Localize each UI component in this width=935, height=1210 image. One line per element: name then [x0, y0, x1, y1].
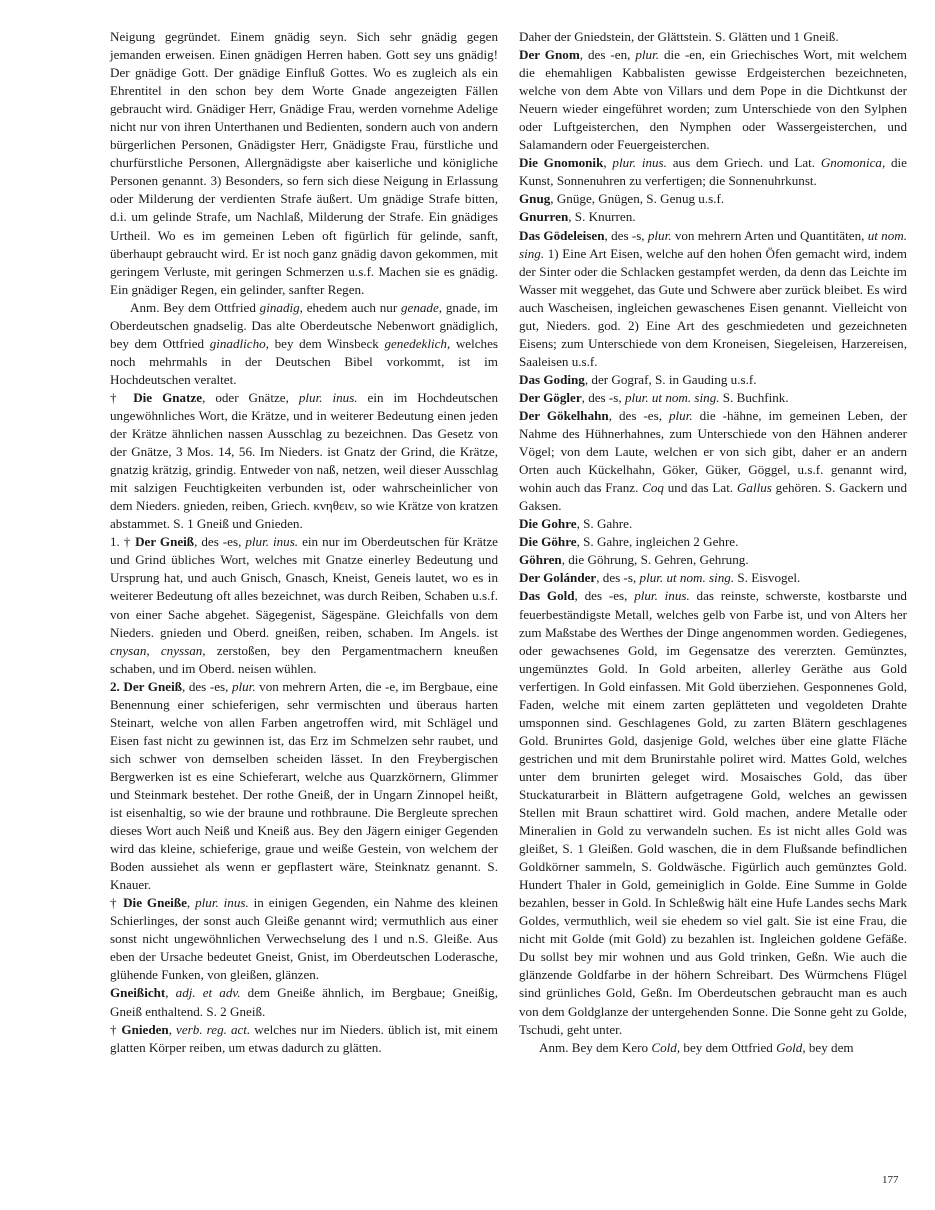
text-run: gnade, im Oberdeutschen gnadselig. Das alte Oberdeutsche Nebenwort gnädiglich, bey dem Ottfried — [110, 299, 498, 351]
text-run: die -hähne, im gemeinen Leben, der Nahme des Hühnerhahnes, zum Unterschiede von den Hähnen anderer Vögel; von dem Laute, welchen er von sich gibt, daher er an andern Orten auch Kückelhahn, Göker, Güker, Göggel, u.s.f. genannt wird, wohin auch das Franz. — [519, 407, 907, 496]
text-run: welches nur im Nieders. üblich ist, mit einem glatten Körper reiben, um etwas dadurch zu glätten. — [110, 1021, 498, 1055]
right-paragraph — [519, 587, 907, 1038]
headword: Der Gögler — [519, 389, 582, 405]
left-paragraph — [110, 678, 498, 895]
italic-term: Gallus — [736, 480, 772, 496]
italic-term: adj. et adv. — [175, 985, 241, 1001]
italic-term: plur. ut nom. sing. — [624, 389, 720, 405]
headword: Die Gnomonik — [519, 155, 604, 171]
text-run: , — [168, 1021, 177, 1037]
text-run: , des -es, — [608, 407, 669, 423]
italic-term: genedeklich, — [384, 335, 451, 351]
left-paragraph — [110, 389, 498, 533]
text-run: und das Lat. — [663, 480, 737, 496]
text-run: S. Buchfink. — [719, 389, 789, 405]
text-run: zerstoßen, bey den Pergamentmachern kneußen schaben, und im Oberd. neisen wühlen. — [110, 642, 498, 676]
text-run: von mehrern Arten, die -e, im Bergbaue, eine Benennung einer schieferigen, sehr vermischten und überaus harten Steinart, welche von allen Farben angetroffen wird, mit Schlägel und Eisen fast nicht zu gewinnen ist, das Erz im Schmelzen sehr raubet, und sich schwer von demselben scheiden lässet. In den Freybergischen Bergwerken ist es eine Schieferart, welche aus Quarzkörnern, Glimmer und Steinmark bestehet. Der rothe Gneiß, der in Ungarn Zinnopel heißt, ist eisenhaltig, so wie der braune und rothbraune. Die Bergleute sprechen dieses Wort auch Neiß und Kneiß aus. Bey den Jägern einiger Gegenden wird das kleine, schieferige, graue und weiße Gestein, von welchem der Boden aussiehet als wenn er gepflastert wäre, Steinknatz genannt. S. Knauer. — [110, 678, 498, 893]
left-paragraph — [110, 28, 498, 299]
headword: Göhren — [519, 552, 562, 568]
italic-term: verb. reg. act. — [176, 1021, 251, 1037]
headword: Die Gnatze — [133, 389, 203, 405]
right-paragraph — [519, 208, 907, 226]
left-paragraph — [110, 1021, 498, 1057]
text-run: S. Eisvogel. — [734, 570, 801, 586]
text-run: aus dem Griech. und Lat. — [666, 155, 821, 171]
right-paragraph — [519, 551, 907, 569]
text-run: in einigen Gegenden, ein Nahme des kleinen Schierlinges, der sonst auch Gleiße genannt wird; vermuthlich aus einer sonst nicht ungewöhnlichen Verwechselung des l und n.S. Gleiße. Aus eben der Ursache bedeutet Gneist, Gnist, im Oberdeutschen Loderasche, glühende Funken, von gleißen, glänzen. — [110, 895, 498, 983]
italic-term: Coq — [642, 480, 664, 496]
right-paragraph — [519, 407, 907, 515]
italic-term: ginadig, — [259, 299, 303, 315]
left-paragraph — [110, 533, 498, 677]
right-paragraph — [519, 389, 907, 407]
italic-term: plur. — [647, 227, 672, 243]
text-run: , des -s, — [581, 389, 625, 405]
text-run: , S. Gahre. — [576, 516, 633, 532]
right-paragraph — [519, 154, 907, 190]
right-paragraph — [519, 371, 907, 389]
italic-term: plur. — [231, 678, 256, 694]
text-run: die -en, ein Griechisches Wort, mit welchem die ehemahligen Kabbalisten gewisse Erdgeisterchen bezeichneten, welche von dem Abte von Villars und dem Pope in die Dichtkunst der Neuern wieder eingeführet worden; zum Unterschiede von den Sylphen oder Luftgeisterchen, den Nymphen oder Wassergeisterchen, und Salamandern oder Feuergeisterchen. — [519, 47, 907, 153]
text-run: bey dem — [805, 1039, 854, 1055]
left-column — [110, 28, 498, 1057]
italic-term: cnysan, cnyssan, — [110, 642, 206, 658]
text-run: , — [186, 895, 196, 911]
headword: Die Gneiße — [123, 895, 187, 911]
text-run: , der Gograf, S. in Gauding u.s.f. — [584, 371, 757, 387]
right-paragraph — [519, 227, 907, 371]
right-paragraph — [519, 46, 907, 154]
italic-term: plur. ut nom. sing. — [639, 570, 735, 586]
italic-term: ginadlicho, — [209, 335, 269, 351]
headword: Der Gnom — [519, 47, 580, 63]
italic-term: plur. — [668, 407, 693, 423]
text-run: Anm. Bey dem Kero — [539, 1039, 652, 1055]
italic-term: plur. — [635, 47, 660, 63]
headword: Der Gökelhahn — [519, 407, 609, 423]
left-paragraph — [110, 984, 498, 1020]
italic-term: genade, — [400, 299, 443, 315]
text-run: , — [165, 985, 176, 1001]
text-run: , des -s, — [604, 227, 648, 243]
text-run: gehören. S. Gackern und Gaksen. — [519, 480, 907, 514]
text-run: , des -es, — [181, 678, 232, 694]
headword: Das Goding — [519, 371, 585, 387]
headword: Gnieden — [121, 1021, 169, 1037]
text-run: ein nur im Oberdeutschen für Krätze und Grind übliches Wort, welches mit Gnatze einerley Bedeutung und Ursprung hat, und auch Gnisch, Gnasch, Kneist, Geneis lautet, wo es in weiterer Bedeutung oft alles bezeichnet, was durch Reiben, Schaben u.s.f. von einer Sache abgehet. Sägegenist, Sägespäne. Gleichfalls von dem Nieders. gnieden und Oberd. gneißen, reiben, schaben. Im Angels. ist — [110, 534, 498, 640]
left-paragraph — [110, 299, 498, 389]
italic-term: plur. inus. — [634, 588, 690, 604]
headword: Gnug — [519, 191, 551, 207]
text-run: , des -s, — [596, 570, 640, 586]
text-run: bey dem Winsbeck — [268, 335, 385, 351]
text-run: , des -es, — [574, 588, 635, 604]
right-paragraph — [519, 533, 907, 551]
headword: 2. Der Gneiß — [110, 678, 182, 694]
text-run: bey dem Ottfried — [680, 1039, 777, 1055]
italic-term: ut nom. sing. — [519, 227, 907, 261]
text-run: Anm. Bey dem Ottfried — [130, 299, 260, 315]
italic-term: plur. inus. — [195, 895, 249, 911]
text-run: die Kunst, Sonnenuhren zu verfertigen; die Sonnenuhrkunst. — [519, 155, 907, 189]
text-run: , — [603, 155, 613, 171]
text-run: Daher der Gniedstein, der Glättstein. S. Glätten und 1 Gneiß. — [519, 29, 839, 44]
right-paragraph — [519, 28, 907, 46]
text-run: † — [110, 895, 124, 911]
italic-term: plur. inus. — [298, 389, 358, 405]
headword: Das Gold — [519, 588, 575, 604]
italic-term: plur. inus. — [612, 155, 667, 171]
italic-term: Cold, — [651, 1039, 681, 1055]
text-run: ein im Hochdeutschen ungewöhnliches Wort, die Krätze, und in weiterer Bedeutung einen jeden der Krätze ähnlichen nassen Ausschlag zu bezeichnen. Das Gesetz von der Gnätze, 3 Mos. 14, 56. Im Nieders. ist Gnatz der Grind, die Krätze, gnatzig krätzig, grindig. Entweder von naß, netzen, weil dieser Ausschlag mit salzigen Feuchtigkeiten verbunden ist, oder wahrscheinlicher von dem Nieders. gnieden, reiben, Griech. κνηθειν, so wie Krätze von kratzen abstammet. S. 1 Gneiß und Gnieden. — [110, 389, 498, 532]
italic-term: Gold, — [776, 1039, 806, 1055]
text-run: 1) Eine Art Eisen, welche auf den hohen Öfen gemacht wird, indem der Sinter oder die Schlacken gestampfet werden, da denn das Leichte im Wasser mit weggehet, das Gute und Schwere aber zurück bleibet. Es wird auch Wascheisen, ingleichen gewaschenes Eisen genannt. Vielleicht von gut, Nieders. god. 2) Eine Art des geschmiedeten und gezeichneten Eisens; zum Unterschiede von dem Kroneisen, Siegeleisen, Harzereisen, Saaleisen u.s.f. — [519, 245, 907, 369]
text-run: Neigung gegründet. Einem gnädig seyn. Sich sehr gnädig gegen jemanden erweisen. Einen gnädigen Herren haben. Gott sey uns gnädig! Der gnädige Gott. Der gnädige Einfluß Gottes. Wo es zugleich als ein Ehrentitel in den schon bey dem Worte Gnade angezeigten Fällen gebraucht wird. Gnädiger Herr, Gnädige Frau, werden vornehme Adelige nicht nur von ihren Unterthanen und Bedienten, sondern auch von andern bürgerlichen Personen, Gnädigster Herr, Gnädigste Frau, fürstliche und churfürstliche Personen, Allergnädigste aber kaiserliche und königliche Personen genannt. 3) Besonders, so fern sich diese Neigung in Erlassung oder Milderung der verdienten Strafe äußert. Um gnädige Strafe bitten, d.i. um gelinde Strafe, um Nachlaß, Milderung der Strafe. Ein gnädiges Urtheil. Wo es im gemeinen Leben oft figürlich für gelinde, sanft, überhaupt gebraucht wird. Er ist noch ganz gnädig davon gekommen, mit geringem Verluste, mit geringen Schmerzen u.s.f. Machen sie es gnädig. Ein gnädiger Regen, ein gelinder, sanfter Regen. — [110, 29, 498, 297]
text-run: das reinste, schwerste, kostbarste und feuerbeständigste Metall, welches gelb von Farbe ist, und von Alters her zum Maßstabe des Werthes der Dinge angenommen worden. Gediegenes, oder gewachsenes Gold, im Gegensatze des vererzten. Gemünztes, ungemünztes Gold. In Gold arbeiten, allerley Geräthe aus Gold verfertigen. In Gold einfassen. Mit Gold überziehen. Gesponnenes Gold, Faden, welche mit einem zarten geplätteten und vegoldeten Drahte umsponnen sind. Geschlagenes Gold, zu zarten Blätern geschlagenes Gold. Brunirtes Gold, dasjenige Gold, welches über eine glatte Fläche gestrichen und mit dem Brunirstahle poliret wird. Mattes Gold, welches unter dem brunirten geleget wird. Mosaisches Gold, das über Stuckaturarbeit in Blättern aufgetragene Gold, welches an gewissen Stellen mit Braun schattiret wird. Gold machen, andere Metalle oder Mineralien in Gold zu verwandeln suchen. Es ist nicht alles Gold was gleißet, S. 1 Gleißen. Gold waschen, die in dem Flußsande befindlichen Goldkörner sammeln, S. Goldwäsche. Figürlich auch gemünztes Gold. Hundert Thaler in Gold, gemeiniglich in Golde. Eine Summe in Golde bezahlen, besser in Gold. In Schleßwig hält eine Hufe Landes sechs Mark Goldes, vermuthlich, weil sie ehedem so viel galt. Sie ist eine Frau, die nicht mit Golde (mit Gold) zu bezahlen ist. Ingleichen goldene Gefäße. Du sollst bey mir wohnen und aus Gold trinken, Geßn. Wie auch die glänzende Goldfarbe in der höhern Schreibart. Des Würmchens Flügel sind grünliches Gold, Geßn. Im Oberdeutschen gebraucht man es auch von dem Goldglanze der untergehenden Sonne. Die Sonne geht zu Golde, Tschudi, geht unter. — [519, 588, 907, 1037]
headword: Die Göhre — [519, 534, 577, 550]
text-run: , S. Knurren. — [568, 209, 636, 225]
text-run: dem Gneiße ähnlich, im Bergbaue; Gneißig, Gneiß enthaltend. S. 2 Gneiß. — [110, 985, 498, 1019]
left-paragraph — [110, 894, 498, 984]
text-run: , S. Gahre, ingleichen 2 Gehre. — [576, 534, 739, 550]
text-run: , Gnüge, Gnügen, S. Genug u.s.f. — [550, 191, 725, 207]
text-run: welches noch mehrmahls in der Deutschen Bibel vorkommt, ist im Hochdeutschen veraltet. — [110, 335, 499, 387]
text-run: ehedem auch nur — [302, 299, 401, 315]
headword: Gnurren — [519, 209, 569, 225]
italic-term: Gnomonica, — [820, 155, 886, 171]
right-column — [519, 28, 907, 1057]
headword: Gneißicht — [110, 985, 166, 1001]
text-run: von mehrern Arten und Quantitäten, — [671, 227, 868, 243]
text-run: † — [110, 389, 134, 405]
right-paragraph — [519, 569, 907, 587]
italic-term: plur. inus. — [245, 534, 299, 550]
text-run: 1. † — [110, 534, 136, 550]
right-paragraph — [519, 515, 907, 533]
text-run: † — [110, 1021, 122, 1037]
text-run: , des -es, — [194, 534, 246, 550]
headword: Der Golánder — [519, 570, 597, 586]
right-paragraph — [519, 190, 907, 208]
text-run: , des -en, — [579, 47, 636, 63]
headword: Die Gohre — [519, 516, 577, 532]
right-paragraph — [519, 1039, 907, 1057]
headword: Der Gneiß — [135, 534, 195, 550]
headword: Das Gödeleisen — [519, 227, 605, 243]
page-number: 177 — [882, 1174, 899, 1186]
text-run: , die Göhrung, S. Gehren, Gehrung. — [561, 552, 749, 568]
text-run: , oder Gnätze, — [202, 389, 299, 405]
